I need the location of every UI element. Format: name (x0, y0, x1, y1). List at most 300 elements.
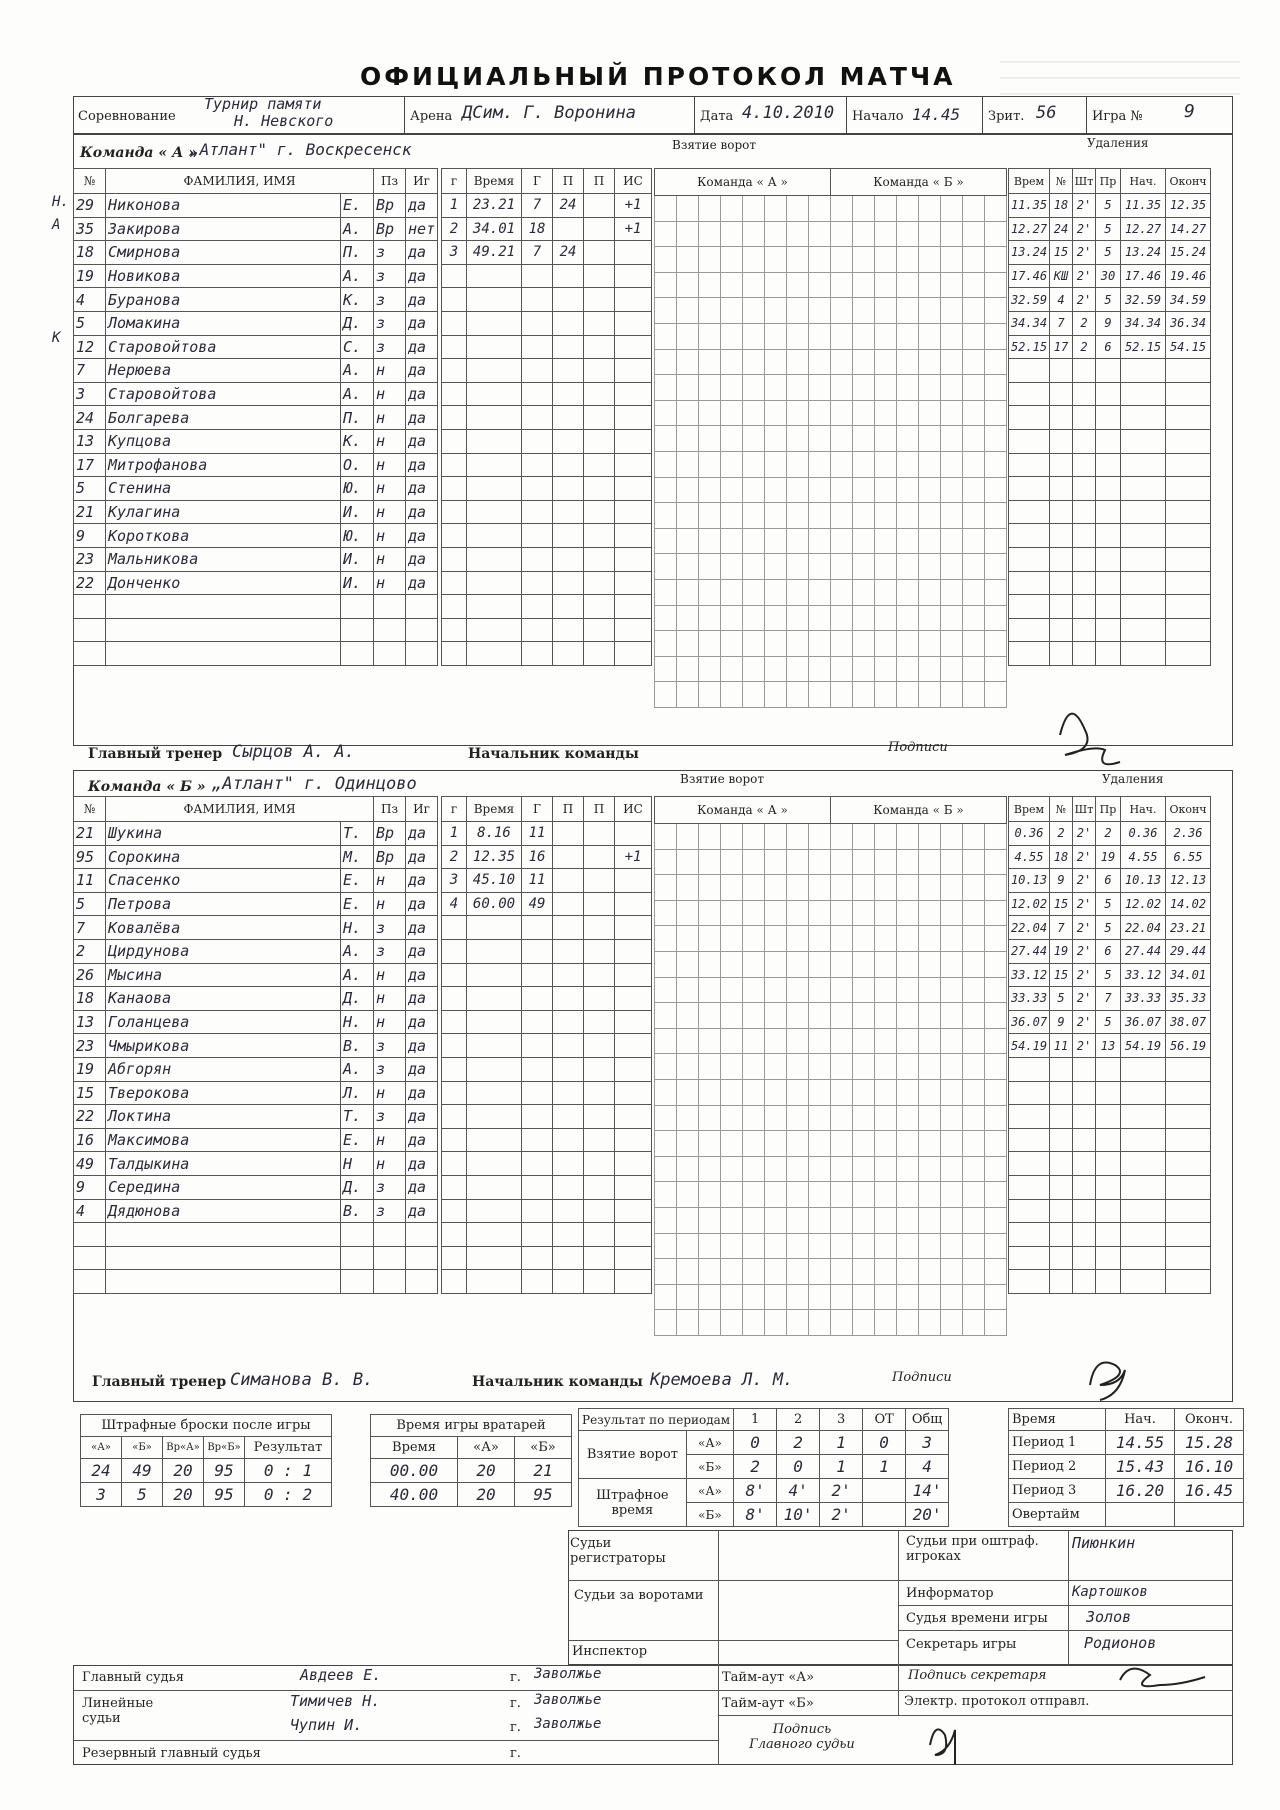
grid-row (655, 196, 1007, 222)
goal-cell (553, 547, 584, 571)
grid-cell (831, 1156, 853, 1182)
grid-cell (765, 400, 787, 426)
player-position: з (374, 264, 406, 288)
grid-cell (809, 579, 831, 605)
player-name: Болгарева (106, 406, 341, 430)
grid-cell (963, 298, 985, 324)
spectators-label: Зрит. (988, 109, 1025, 124)
grid-cell (721, 656, 743, 682)
penalty-cell: 33.33 (1009, 987, 1050, 1011)
player-position: н (374, 429, 406, 453)
penalty-cell (1050, 359, 1073, 383)
penalty-cell: 2 (1050, 822, 1073, 846)
goal-cell (615, 288, 652, 312)
penalty-cell (1073, 1057, 1096, 1081)
goal-cell: 7 (522, 241, 553, 265)
goal-cell (442, 500, 467, 524)
grid-cell (721, 1310, 743, 1336)
penalty-cell (1050, 1128, 1073, 1152)
grid-cell (721, 926, 743, 952)
goal-cell (584, 1128, 615, 1152)
player-number: 2 (74, 939, 106, 963)
penalty-cell: 15 (1050, 963, 1073, 987)
linesman2-value: Чупин И. (290, 1716, 363, 1734)
grid-cell (765, 631, 787, 657)
grid-cell (875, 221, 897, 247)
grid-cell (985, 247, 1007, 273)
goal-cell (467, 1105, 522, 1129)
goal-cell (442, 571, 467, 595)
penalty-cell: 52.15 (1009, 335, 1050, 359)
penalty-cell: 22.04 (1009, 916, 1050, 940)
grid-cell (963, 400, 985, 426)
player-initial (341, 595, 374, 619)
grid-cell (897, 1310, 919, 1336)
table-row (1009, 500, 1211, 524)
grid-cell (875, 554, 897, 580)
grid-cell (787, 1054, 809, 1080)
grid-cell (919, 1079, 941, 1105)
table-row (1009, 642, 1211, 666)
grid-cell (919, 426, 941, 452)
goal-cell (467, 939, 522, 963)
table-row (1009, 571, 1211, 595)
goal-cell: 1 (442, 194, 467, 218)
penalty-cell: 7 (1096, 987, 1121, 1011)
grid-cell (677, 1182, 699, 1208)
grid-cell (787, 579, 809, 605)
goal-cell (467, 406, 522, 430)
table-row (442, 1223, 652, 1247)
player-position: н (374, 1081, 406, 1105)
player-position: Вр (374, 822, 406, 846)
grid-cell (853, 1028, 875, 1054)
grid-row (655, 1131, 1007, 1157)
grid-row (655, 1156, 1007, 1182)
grid-cell (897, 605, 919, 631)
grid-cell (919, 221, 941, 247)
goals-row-label: Взятие ворот (579, 1431, 687, 1479)
table-row (1009, 916, 1211, 940)
grid-cell (743, 1284, 765, 1310)
grid-cell (787, 196, 809, 222)
grid-cell (677, 1054, 699, 1080)
grid-cell (743, 579, 765, 605)
goal-cell (584, 335, 615, 359)
shootout-col: «Б» (122, 1437, 163, 1459)
table-row (74, 477, 438, 501)
penalty-cell: 36.07 (1009, 1010, 1050, 1034)
table-row (1009, 1270, 1211, 1294)
penalty-cell (1121, 618, 1166, 642)
timekeeper-label: Судья времени игры (906, 1611, 1048, 1626)
roster-header (74, 797, 438, 822)
grid-cell (677, 451, 699, 477)
penalty-cell: 15.24 (1166, 241, 1211, 265)
player-name: Шукина (106, 822, 341, 846)
grid-cell (721, 375, 743, 401)
grid-cell (765, 682, 787, 708)
player-initial: Ю. (341, 524, 374, 548)
player-position: н (374, 359, 406, 383)
goal-cell (615, 359, 652, 383)
goal-cell (467, 571, 522, 595)
goal-cell (467, 547, 522, 571)
goal-cell (442, 335, 467, 359)
table-row (442, 288, 652, 312)
grid-cell (853, 1207, 875, 1233)
grid-cell (941, 824, 963, 850)
penalty-col-header: Врем (1009, 797, 1050, 822)
penalty-cell: 2' (1073, 241, 1096, 265)
grid-cell (941, 221, 963, 247)
grid-cell (765, 1156, 787, 1182)
player-name: Абгорян (106, 1057, 341, 1081)
player-initial: А. (341, 264, 374, 288)
grid-cell (743, 977, 765, 1003)
grid-cell (809, 221, 831, 247)
grid-cell (743, 298, 765, 324)
goal-cell (467, 1081, 522, 1105)
grid-cell (985, 605, 1007, 631)
penalty-cell: 5 (1096, 1010, 1121, 1034)
player-position: з (374, 311, 406, 335)
player-number: 9 (74, 524, 106, 548)
player-position (374, 642, 406, 666)
grid-cell (963, 503, 985, 529)
team-b-coach-label: Главный тренер (92, 1374, 227, 1390)
grid-cell (809, 528, 831, 554)
penalty-cell (1009, 1128, 1050, 1152)
penalty-cell: 34.59 (1166, 288, 1211, 312)
period-times-start: 15.43 (1106, 1455, 1175, 1479)
goal-cell (442, 618, 467, 642)
grid-cell (787, 1156, 809, 1182)
player-position: з (374, 1105, 406, 1129)
table-row (74, 547, 438, 571)
team-a-player-grid (654, 168, 1007, 708)
table-row (74, 241, 438, 265)
grid-cell (809, 554, 831, 580)
grid-cell (853, 900, 875, 926)
penalty-col-header: Пр (1096, 169, 1121, 194)
grid-cell (787, 477, 809, 503)
goal-cell (467, 477, 522, 501)
penalty-cell: 2' (1073, 264, 1096, 288)
player-position: з (374, 288, 406, 312)
goal-cell (584, 524, 615, 548)
goal-cell (553, 1128, 584, 1152)
grid-cell (787, 1079, 809, 1105)
penalty-cell (1050, 1223, 1073, 1247)
grid-cell (787, 528, 809, 554)
penalty-cell: 9 (1096, 311, 1121, 335)
goal-cell (467, 963, 522, 987)
grid-cell (853, 1182, 875, 1208)
goal-cell (442, 1270, 467, 1294)
penalty-cell (1009, 1057, 1050, 1081)
grid-cell (677, 1156, 699, 1182)
grid-cell (831, 824, 853, 850)
grid-cell (831, 247, 853, 273)
goal-cell (442, 1081, 467, 1105)
penalty-col-header: Шт (1073, 797, 1096, 822)
grid-cell (765, 323, 787, 349)
grid-cell (655, 1054, 677, 1080)
game-value: 9 (1184, 101, 1195, 122)
goal-cell (522, 1246, 553, 1270)
grid-row (655, 875, 1007, 901)
shootout-col: Вр«А» (163, 1437, 204, 1459)
grid-cell (721, 1182, 743, 1208)
goal-cell (584, 1199, 615, 1223)
player-initial: К. (341, 288, 374, 312)
grid-cell (919, 451, 941, 477)
goal-cell (442, 963, 467, 987)
grid-col-header: Команда « Б » (831, 169, 1007, 196)
player-initial: Д. (341, 311, 374, 335)
player-played: да (406, 1081, 438, 1105)
grid-cell (743, 1054, 765, 1080)
goal-cell (442, 406, 467, 430)
team-b-tag: «Б» (686, 1503, 733, 1527)
player-name (106, 1223, 341, 1247)
grid-cell (655, 196, 677, 222)
grid-cell (699, 503, 721, 529)
grid-cell (875, 1233, 897, 1259)
grid-cell (831, 605, 853, 631)
player-number: 21 (74, 500, 106, 524)
goalie-time-cell: 20 (458, 1483, 515, 1507)
penalty-col-header: Оконч (1166, 169, 1211, 194)
grid-cell (919, 1105, 941, 1131)
table-row (1009, 1175, 1211, 1199)
grid-cell (765, 1310, 787, 1336)
penalty-cell (1166, 571, 1211, 595)
player-name: Петрова (106, 892, 341, 916)
goals-col-header: Время (467, 169, 522, 194)
period-col: Общ (906, 1409, 949, 1431)
competition-value: Турнир памяти (204, 95, 322, 113)
grid-cell (875, 272, 897, 298)
goals-col-header: г (442, 797, 467, 822)
penalty-cell (1096, 429, 1121, 453)
goal-cell (615, 241, 652, 265)
grid-cell (655, 247, 677, 273)
table-row (442, 642, 652, 666)
grid-row (655, 926, 1007, 952)
grid-cell (963, 579, 985, 605)
grid-cell (985, 196, 1007, 222)
team-a-tag: «А» (686, 1431, 733, 1455)
grid-cell (677, 196, 699, 222)
grid-cell (985, 1207, 1007, 1233)
goal-cell (584, 453, 615, 477)
goal-cell: 11 (522, 869, 553, 893)
penalty-cell: 15 (1050, 241, 1073, 265)
registrar-judges-label: Судьи регистраторы (570, 1536, 666, 1566)
grid-cell (831, 900, 853, 926)
grid-cell (677, 1028, 699, 1054)
grid-cell (655, 323, 677, 349)
goal-cell (615, 477, 652, 501)
grid-cell (743, 323, 765, 349)
table-row (74, 869, 438, 893)
goals-col-header: ИС (615, 797, 652, 822)
table-row (442, 1105, 652, 1129)
goal-cell (553, 1010, 584, 1034)
player-position: н (374, 382, 406, 406)
player-played: да (406, 477, 438, 501)
grid-cell (743, 349, 765, 375)
timekeeper-value: Золов (1086, 1608, 1132, 1626)
goal-cell (553, 1199, 584, 1223)
penalty-cell: 2 (1073, 311, 1096, 335)
grid-cell (875, 196, 897, 222)
goalie-time-col: «Б» (515, 1437, 572, 1459)
grid-cell (853, 1131, 875, 1157)
grid-cell (897, 1182, 919, 1208)
grid-cell (677, 1284, 699, 1310)
goal-cell (553, 869, 584, 893)
penalty-cell (1121, 453, 1166, 477)
penalty-cell (1096, 1152, 1121, 1176)
grid-cell (809, 1028, 831, 1054)
grid-cell (677, 528, 699, 554)
penalty-cell: 5 (1096, 892, 1121, 916)
goal-cell (522, 1175, 553, 1199)
player-position: н (374, 453, 406, 477)
goal-cell (522, 477, 553, 501)
table-row (442, 1175, 652, 1199)
player-name: Мысина (106, 963, 341, 987)
grid-cell (985, 849, 1007, 875)
grid-cell (809, 682, 831, 708)
table-row (74, 618, 438, 642)
period-times-end: 16.45 (1175, 1479, 1244, 1503)
team-b-tag: «Б» (686, 1455, 733, 1479)
goal-cell (584, 1034, 615, 1058)
grid-cell (677, 824, 699, 850)
grid-cell (699, 1284, 721, 1310)
penalty-col-header: № (1050, 169, 1073, 194)
goal-cell (522, 1128, 553, 1152)
penalties-header (1009, 169, 1211, 194)
penalty-cell: 2' (1073, 892, 1096, 916)
goalie-time-heading: Время игры вратарей (371, 1415, 572, 1437)
grid-cell (919, 1003, 941, 1029)
grid-cell (941, 451, 963, 477)
goal-cell: 24 (553, 194, 584, 218)
penalty-cell (1121, 571, 1166, 595)
grid-cell (787, 451, 809, 477)
period-col: ОТ (863, 1409, 906, 1431)
penalty-cell: 12.02 (1009, 892, 1050, 916)
grid-cell (677, 554, 699, 580)
penalty-cell (1121, 1105, 1166, 1129)
table-row (74, 1246, 438, 1270)
grid-cell (963, 951, 985, 977)
grid-cell (743, 554, 765, 580)
grid-cell (941, 875, 963, 901)
period-pim-a: 14' (906, 1479, 949, 1503)
table-row (74, 1128, 438, 1152)
penalty-cell (1050, 1152, 1073, 1176)
penalty-cell (1121, 429, 1166, 453)
penalty-cell: 17.46 (1121, 264, 1166, 288)
grid-cell (963, 554, 985, 580)
player-name (106, 618, 341, 642)
goal-cell (442, 429, 467, 453)
linesmen-label: Линейные судьи (82, 1696, 154, 1726)
grid-cell (985, 451, 1007, 477)
competition-label: Соревнование (78, 109, 176, 124)
penalty-cell: 54.15 (1166, 335, 1211, 359)
grid-cell (853, 1310, 875, 1336)
grid-cell (677, 1079, 699, 1105)
goal-cell (615, 1105, 652, 1129)
grid-cell (743, 656, 765, 682)
penalty-cell: 7 (1050, 311, 1073, 335)
shootout-cell: 0 : 2 (245, 1483, 332, 1507)
player-initial: А. (341, 939, 374, 963)
goal-cell (553, 217, 584, 241)
grid-cell (875, 1079, 897, 1105)
grid-cell (765, 298, 787, 324)
player-name (106, 642, 341, 666)
table-row (74, 359, 438, 383)
player-number: 5 (74, 311, 106, 335)
grid-cell (765, 1054, 787, 1080)
grid-cell (897, 221, 919, 247)
goal-cell (553, 571, 584, 595)
goal-cell (467, 1175, 522, 1199)
penalty-cell (1166, 642, 1211, 666)
table-row (1009, 1152, 1211, 1176)
grid-cell (743, 375, 765, 401)
goal-cell (442, 1152, 467, 1176)
goals-col-header: Время (467, 797, 522, 822)
grid-cell (875, 631, 897, 657)
penalty-cell (1166, 406, 1211, 430)
grid-cell (897, 900, 919, 926)
player-number: 5 (74, 477, 106, 501)
table-row (1009, 311, 1211, 335)
grid-cell (963, 196, 985, 222)
penalty-cell (1009, 547, 1050, 571)
grid-cell (831, 1054, 853, 1080)
grid-row (655, 1310, 1007, 1336)
player-initial: В. (341, 1199, 374, 1223)
grid-cell (853, 349, 875, 375)
goal-cell (553, 1175, 584, 1199)
grid-row (655, 977, 1007, 1003)
grid-cell (897, 503, 919, 529)
grid-cell (699, 1207, 721, 1233)
shootout-col: «А» (81, 1437, 122, 1459)
penalty-cell (1121, 1199, 1166, 1223)
grid-cell (919, 849, 941, 875)
table-row (74, 1152, 438, 1176)
penalty-cell (1121, 595, 1166, 619)
city-prefix: г. (510, 1746, 521, 1761)
grid-cell (831, 196, 853, 222)
grid-cell (831, 503, 853, 529)
penalty-col-header: Шт (1073, 169, 1096, 194)
penalty-cell (1050, 1175, 1073, 1199)
grid-cell (831, 656, 853, 682)
goal-cell (615, 1199, 652, 1223)
